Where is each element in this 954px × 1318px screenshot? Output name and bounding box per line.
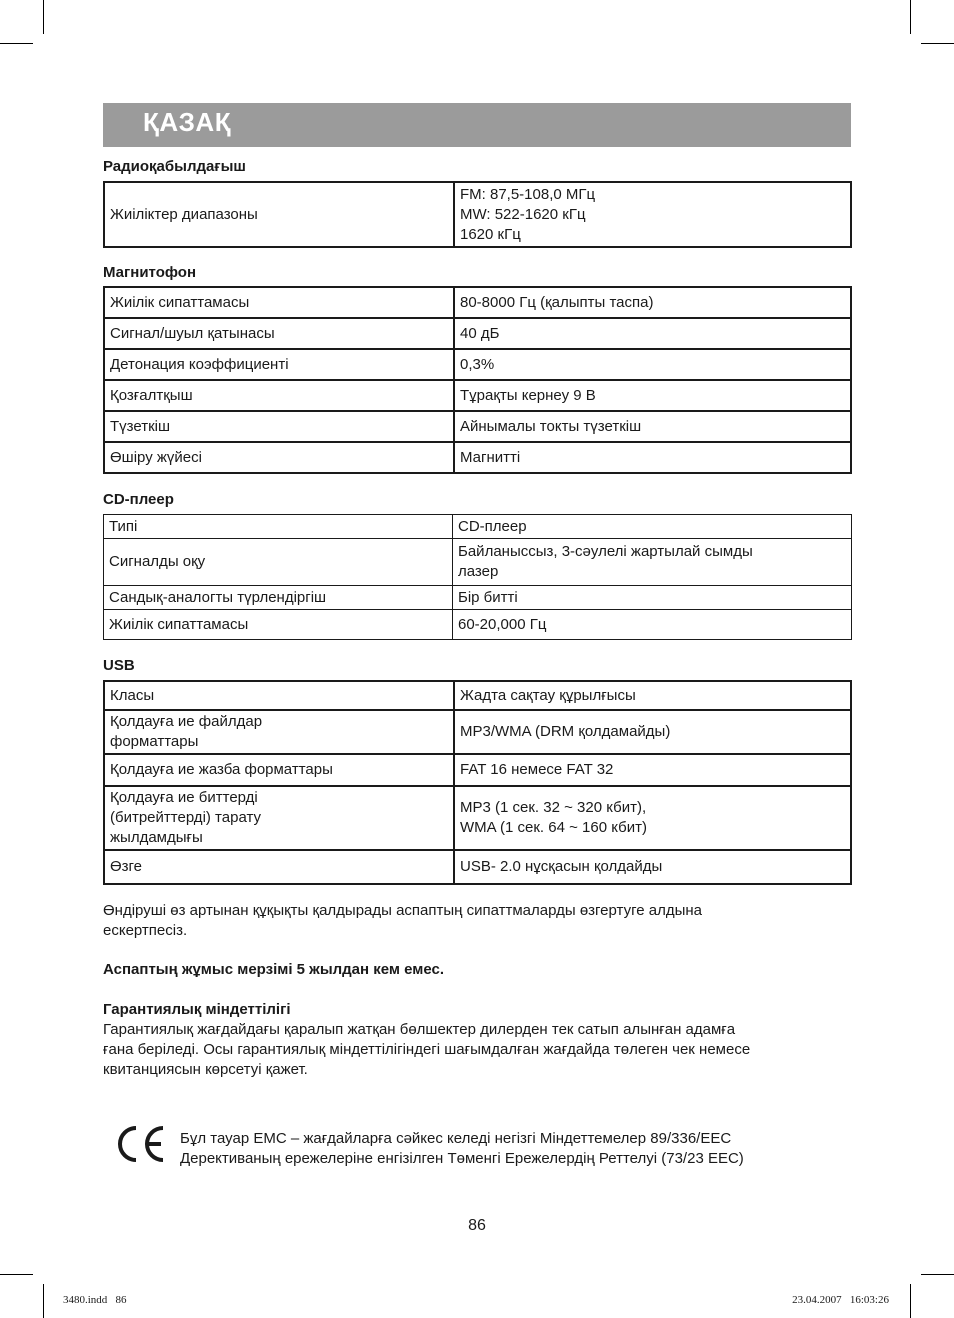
service-life-text: Аспаптың жұмыс мерзімі 5 жылдан кем емес.: [103, 961, 445, 978]
table-row: [104, 318, 851, 349]
crop-mark: [921, 43, 954, 44]
slug-file: 3480.indd 86: [63, 1294, 127, 1306]
spec-label: Қозғалтқыш: [104, 380, 454, 411]
language-title: ҚАЗАҚ: [143, 107, 232, 137]
table-row: [104, 710, 851, 754]
table-row: [104, 287, 851, 318]
text-line: Өндіруші өз артынан құқықты қалдырады аспаптың сипаттмаларды өзгертуге алдына: [103, 902, 702, 919]
text-line: Гарантиялық жағдайдағы қаралып жатқан бөлшектер дилерден тек сатып алынған адамға: [103, 1021, 736, 1038]
spec-label: Жиілік сипаттамасы: [104, 287, 454, 318]
spec-value-line: MP3 (1 сек. 32 ~ 320 кбит),: [460, 799, 647, 816]
spec-value: USB- 2.0 нұсқасын қолдайды: [454, 850, 851, 884]
spec-value-line: лазер: [458, 563, 499, 580]
text-line: ескертпесіз.: [103, 922, 188, 939]
crop-mark: [910, 0, 911, 34]
table-row: [104, 442, 851, 473]
crop-mark: [910, 1284, 911, 1318]
table-row: [104, 850, 851, 884]
usb-spec-table: [103, 680, 852, 885]
tape-section-title: Магнитофон: [103, 264, 197, 281]
spec-value: Бір битті: [453, 586, 852, 610]
spec-label-line: (битрейттерді) тарату: [110, 809, 261, 826]
spec-value: [453, 539, 852, 586]
crop-mark: [43, 1284, 44, 1318]
spec-label: Класы: [104, 681, 454, 710]
table-row: [104, 411, 851, 442]
cd-section-title: CD-плеер: [103, 491, 174, 508]
slug-datetime: 23.04.2007 16:03:26: [792, 1294, 889, 1306]
table-row: [104, 515, 852, 539]
table-row: [104, 182, 851, 247]
text-line: квитанциясын көрсетуі қажет.: [103, 1061, 308, 1078]
spec-label: Өшіру жүйесі: [104, 442, 454, 473]
text-line: ғана беріледі. Осы гарантиялық міндеттілігіндегі шағымдалған жағдайда төлеген чек немесе: [103, 1041, 751, 1058]
spec-value-line: 1620 кГц: [460, 225, 521, 243]
spec-value: Жадта сақтау құрылғысы: [454, 681, 851, 710]
table-row: [104, 380, 851, 411]
cd-spec-table: [103, 514, 852, 640]
radio-section-title: Радиоқабылдағыш: [103, 158, 246, 175]
spec-value: CD-плеер: [453, 515, 852, 539]
table-row: [104, 349, 851, 380]
tape-spec-table: [103, 286, 852, 474]
spec-value: 80-8000 Гц (қалыпты таспа): [454, 287, 851, 318]
spec-value-line: MW: 522-1620 кГц: [460, 205, 586, 223]
spec-label: Сигналды оқу: [104, 539, 453, 586]
spec-label: [104, 710, 454, 754]
table-row: [104, 681, 851, 710]
spec-value: 60-20,000 Гц: [453, 610, 852, 640]
spec-label: Типі: [104, 515, 453, 539]
spec-label-line: Қолдауға ие файлдар: [110, 713, 263, 730]
spec-value-line: Байланыссыз, 3-сәулелі жартылай сымды: [458, 543, 753, 560]
text-line: Бұл тауар EMC – жағдайларға сәйкес келеді негізгі Міндеттемелер 89/336/EEC: [180, 1130, 732, 1147]
table-row: [104, 786, 851, 850]
table-row: [104, 586, 852, 610]
radio-spec-table: [103, 181, 852, 248]
spec-label-line: форматтары: [110, 733, 199, 750]
spec-label: Детонация коэффициенті: [104, 349, 454, 380]
spec-value: Магнитті: [454, 442, 851, 473]
spec-value: Айнымалы токты түзеткіш: [454, 411, 851, 442]
table-row: [104, 754, 851, 786]
spec-label: Сигнал/шуыл қатынасы: [104, 318, 454, 349]
usb-section-title: USB: [103, 657, 135, 674]
spec-label: Жиілік сипаттамасы: [104, 610, 453, 640]
spec-value: MP3/WMA (DRM қолдамайды): [454, 710, 851, 754]
warranty-text: [103, 1020, 833, 1080]
spec-label: Өзге: [104, 850, 454, 884]
spec-value: Тұрақты кернеу 9 В: [454, 380, 851, 411]
disclaimer-text: [103, 901, 833, 941]
ce-mark-icon: [115, 1124, 167, 1164]
page-number: 86: [468, 1217, 486, 1234]
spec-value: [454, 182, 851, 247]
spec-value: 0,3%: [454, 349, 851, 380]
warranty-title: Гарантиялық міндеттілігі: [103, 1001, 291, 1018]
table-row: [104, 539, 852, 586]
spec-label-line: Қолдауға ие биттерді: [110, 789, 258, 806]
text-line: Дерективаның ережелеріне енгізілген Төменгі Ережелердің Реттелуі (73/23 EEC): [180, 1150, 744, 1167]
spec-value: 40 дБ: [454, 318, 851, 349]
spec-value: FAT 16 немесе FAT 32: [454, 754, 851, 786]
spec-value: [454, 786, 851, 850]
spec-label: [104, 786, 454, 850]
language-header: [103, 103, 851, 147]
crop-mark: [921, 1274, 954, 1275]
crop-mark: [0, 43, 33, 44]
compliance-text: [180, 1129, 840, 1169]
crop-mark: [0, 1274, 33, 1275]
spec-value-line: FM: 87,5-108,0 МГц: [460, 185, 596, 203]
spec-label: Жиіліктер диапазоны: [104, 182, 454, 247]
spec-label: Сандық-аналогты түрлендіргіш: [104, 586, 453, 610]
spec-label: Қолдауға ие жазба форматтары: [104, 754, 454, 786]
crop-mark: [43, 0, 44, 34]
spec-label: Түзеткіш: [104, 411, 454, 442]
table-row: [104, 610, 852, 640]
spec-value-line: WMA (1 сек. 64 ~ 160 кбит): [460, 819, 647, 836]
spec-label-line: жылдамдығы: [110, 829, 203, 846]
